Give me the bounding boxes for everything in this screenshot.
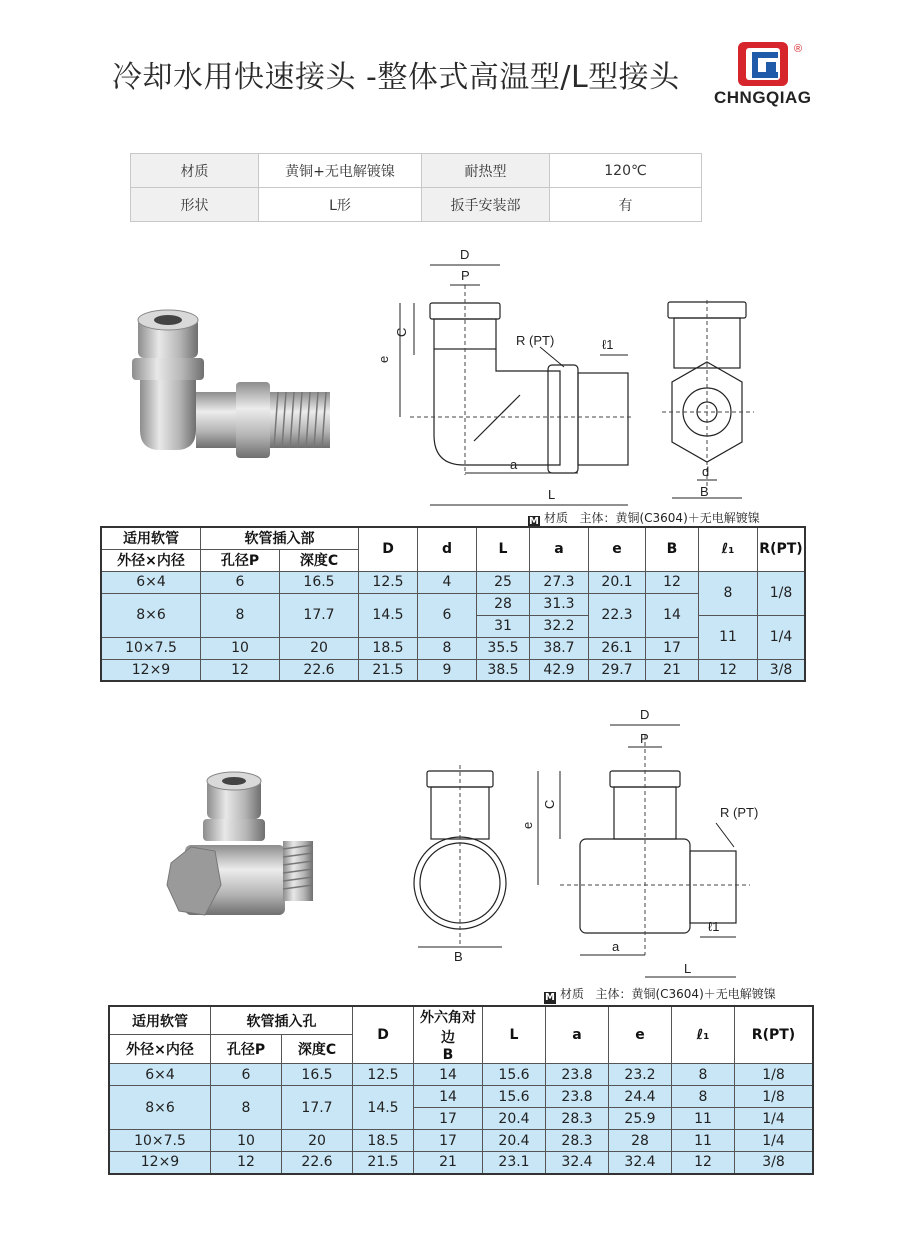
table-cell: 21 xyxy=(646,659,699,681)
header-R: R(PT) xyxy=(735,1006,814,1064)
page-title: 冷却水用快速接头 -整体式高温型/L型接头 xyxy=(112,60,680,95)
table-cell: 8×6 xyxy=(101,593,201,637)
table-row xyxy=(101,571,805,593)
header-R: R(PT) xyxy=(758,527,806,571)
header-hole: 孔径P xyxy=(201,549,280,571)
header-d: d xyxy=(418,527,477,571)
header-a: a xyxy=(530,527,589,571)
material-badge: M xyxy=(529,516,539,527)
table-cell: 14.5 xyxy=(353,1086,414,1130)
table-cell: 22.6 xyxy=(282,1152,353,1174)
header-insert: 软管插入部 xyxy=(201,527,359,549)
material-text: 主体：黄铜(C3604)＋无电解镀镍 xyxy=(595,987,776,1001)
spec-value: 黄铜+无电解镀镍 xyxy=(259,154,422,188)
table-cell: 28.3 xyxy=(546,1108,609,1130)
dimension-drawing-elbow-side xyxy=(662,300,762,510)
table-cell: 20 xyxy=(282,1130,353,1152)
table-cell: 12 xyxy=(211,1152,282,1174)
table-cell: 6×4 xyxy=(109,1064,211,1086)
table-cell: 11 xyxy=(672,1108,735,1130)
table-cell: 28.3 xyxy=(546,1130,609,1152)
text-label: B xyxy=(442,1047,454,1063)
table-cell: 18.5 xyxy=(353,1130,414,1152)
table-cell: 24.4 xyxy=(609,1086,672,1108)
dim-label-L: L xyxy=(684,961,692,976)
table-cell: 26.1 xyxy=(589,637,646,659)
header-tube-sub: 外径×内径 xyxy=(101,549,201,571)
table-cell: 20 xyxy=(280,637,359,659)
table-cell: 28 xyxy=(609,1130,672,1152)
table-cell: 8 xyxy=(418,637,477,659)
table-row xyxy=(131,188,702,222)
table-cell: 31 xyxy=(477,615,530,637)
table-cell: 9 xyxy=(418,659,477,681)
table-cell: 1/8 xyxy=(758,571,806,615)
text-label: 外六角对边 xyxy=(420,1010,476,1046)
table-cell: 12×9 xyxy=(101,659,201,681)
table-cell: 14 xyxy=(646,593,699,637)
table-cell: 21.5 xyxy=(353,1152,414,1174)
table-cell: 6×4 xyxy=(101,571,201,593)
header-e: e xyxy=(609,1006,672,1064)
dim-label-P: P xyxy=(461,268,470,283)
table-row xyxy=(109,1130,813,1152)
table-cell: 12.5 xyxy=(359,571,418,593)
dim-label-C: C xyxy=(394,327,409,337)
dimension-drawing-swivel-front xyxy=(520,705,790,995)
table-cell: 6 xyxy=(201,571,280,593)
table-cell: 12×9 xyxy=(109,1152,211,1174)
header-D: D xyxy=(353,1006,414,1064)
table-cell: 8 xyxy=(672,1064,735,1086)
table-cell: 6 xyxy=(418,593,477,637)
table-cell: 3/8 xyxy=(758,659,806,681)
table-cell: 32.2 xyxy=(530,615,589,637)
header-a: a xyxy=(546,1006,609,1064)
table-cell: 11 xyxy=(699,615,758,659)
table-cell: 25.9 xyxy=(609,1108,672,1130)
header-L: L xyxy=(477,527,530,571)
header-L: L xyxy=(483,1006,546,1064)
table-cell: 11 xyxy=(672,1130,735,1152)
table-cell: 8×6 xyxy=(109,1086,211,1130)
table-cell: 8 xyxy=(699,571,758,615)
product-photo-swivel xyxy=(165,765,325,935)
dim-label-D: D xyxy=(460,247,470,262)
table-cell: 3/8 xyxy=(735,1152,814,1174)
table-row xyxy=(109,1086,813,1108)
material-label: 材质 xyxy=(560,987,585,1001)
table-cell: 29.7 xyxy=(589,659,646,681)
table-cell: 15.6 xyxy=(483,1064,546,1086)
table-cell: 1/4 xyxy=(735,1108,814,1130)
table-cell: 16.5 xyxy=(282,1064,353,1086)
table-cell: 1/4 xyxy=(735,1130,814,1152)
header-tube: 适用软管 xyxy=(101,527,201,549)
table-cell: 16.5 xyxy=(280,571,359,593)
header-B xyxy=(414,1006,483,1064)
header-tube-sub: 外径×内径 xyxy=(109,1035,211,1064)
spec-value: L形 xyxy=(259,188,422,222)
dim-label-a: a xyxy=(612,939,620,954)
table-cell: 8 xyxy=(672,1086,735,1108)
table-row xyxy=(101,659,805,681)
table-cell: 38.5 xyxy=(477,659,530,681)
table-cell: 17.7 xyxy=(282,1086,353,1130)
dim-label-P: P xyxy=(640,731,649,746)
product-photo-elbow xyxy=(126,300,346,470)
dim-label-l1: ℓ1 xyxy=(708,919,720,934)
spec-table xyxy=(130,153,702,222)
dim-label-L: L xyxy=(548,487,556,502)
spec-key: 耐热型 xyxy=(422,154,550,188)
table-row xyxy=(109,1152,813,1174)
table-cell: 17.7 xyxy=(280,593,359,637)
table-cell: 12 xyxy=(646,571,699,593)
table-cell: 8 xyxy=(201,593,280,637)
header-D: D xyxy=(359,527,418,571)
header-tube: 适用软管 xyxy=(109,1006,211,1035)
table-cell: 27.3 xyxy=(530,571,589,593)
table-cell: 23.8 xyxy=(546,1064,609,1086)
registered-mark: ® xyxy=(794,43,803,55)
header-l1: ℓ₁ xyxy=(672,1006,735,1064)
table-cell: 17 xyxy=(414,1130,483,1152)
dim-label-e: e xyxy=(520,821,535,829)
material-text: 主体：黄铜(C3604)＋无电解镀镍 xyxy=(579,511,760,525)
table-cell: 10 xyxy=(211,1130,282,1152)
table-cell: 17 xyxy=(646,637,699,659)
table-cell: 21.5 xyxy=(359,659,418,681)
material-note xyxy=(544,985,776,1004)
table-cell: 18.5 xyxy=(359,637,418,659)
table-cell: 4 xyxy=(418,571,477,593)
table-cell: 22.6 xyxy=(280,659,359,681)
header-hole: 孔径P xyxy=(211,1035,282,1064)
dimension-drawing-elbow-front xyxy=(370,245,640,515)
table-cell: 10 xyxy=(201,637,280,659)
table-row xyxy=(109,1006,813,1035)
dimension-drawing-swivel-side xyxy=(405,765,515,965)
header-B: B xyxy=(646,527,699,571)
dim-label-e: e xyxy=(376,355,391,363)
table-cell: 38.7 xyxy=(530,637,589,659)
brand-name: CHNGQIAG xyxy=(714,88,812,107)
dim-label-d: d xyxy=(702,464,710,479)
table-cell: 8 xyxy=(211,1086,282,1130)
dim-label-a: a xyxy=(510,457,518,472)
header-depth: 深度C xyxy=(282,1035,353,1064)
table-row xyxy=(131,154,702,188)
spec-key: 形状 xyxy=(131,188,259,222)
table-cell: 32.4 xyxy=(546,1152,609,1174)
table-cell: 17 xyxy=(414,1108,483,1130)
table-cell: 6 xyxy=(211,1064,282,1086)
header-insert: 软管插入孔 xyxy=(211,1006,353,1035)
table-cell: 31.3 xyxy=(530,593,589,615)
dimension-table-2 xyxy=(108,1005,814,1175)
table-cell: 22.3 xyxy=(589,593,646,637)
table-cell: 23.2 xyxy=(609,1064,672,1086)
table-cell: 12 xyxy=(672,1152,735,1174)
dim-label-l1: ℓ1 xyxy=(602,337,614,352)
table-row xyxy=(109,1064,813,1086)
table-cell: 20.4 xyxy=(483,1108,546,1130)
table-cell: 23.1 xyxy=(483,1152,546,1174)
table-cell: 1/8 xyxy=(735,1086,814,1108)
table-cell: 14.5 xyxy=(359,593,418,637)
table-cell: 28 xyxy=(477,593,530,615)
dim-label-B: B xyxy=(700,484,709,499)
dim-label-C: C xyxy=(542,799,557,809)
table-cell: 20.4 xyxy=(483,1130,546,1152)
table-cell: 1/8 xyxy=(735,1064,814,1086)
header-e: e xyxy=(589,527,646,571)
table-cell: 21 xyxy=(414,1152,483,1174)
dim-label-R: R (PT) xyxy=(516,333,555,348)
table-cell: 10×7.5 xyxy=(109,1130,211,1152)
table-cell: 12.5 xyxy=(353,1064,414,1086)
spec-key: 材质 xyxy=(131,154,259,188)
table-cell: 35.5 xyxy=(477,637,530,659)
table-cell: 32.4 xyxy=(609,1152,672,1174)
table-cell: 12 xyxy=(201,659,280,681)
dim-label-B: B xyxy=(454,949,463,964)
spec-value: 有 xyxy=(550,188,702,222)
material-label: 材质 xyxy=(544,511,569,525)
spec-value: 120℃ xyxy=(550,154,702,188)
dimension-table-1 xyxy=(100,526,806,682)
table-cell: 23.8 xyxy=(546,1086,609,1108)
dim-label-R: R (PT) xyxy=(720,805,759,820)
table-cell: 1/4 xyxy=(758,615,806,659)
table-row xyxy=(101,527,805,549)
table-cell: 12 xyxy=(699,659,758,681)
table-cell: 15.6 xyxy=(483,1086,546,1108)
header-l1: ℓ₁ xyxy=(699,527,758,571)
table-cell: 14 xyxy=(414,1086,483,1108)
header-depth: 深度C xyxy=(280,549,359,571)
table-cell: 10×7.5 xyxy=(101,637,201,659)
spec-key: 扳手安装部 xyxy=(422,188,550,222)
table-cell: 14 xyxy=(414,1064,483,1086)
table-cell: 42.9 xyxy=(530,659,589,681)
dim-label-D: D xyxy=(640,707,650,722)
table-cell: 25 xyxy=(477,571,530,593)
table-cell: 20.1 xyxy=(589,571,646,593)
material-badge: M xyxy=(545,992,555,1003)
